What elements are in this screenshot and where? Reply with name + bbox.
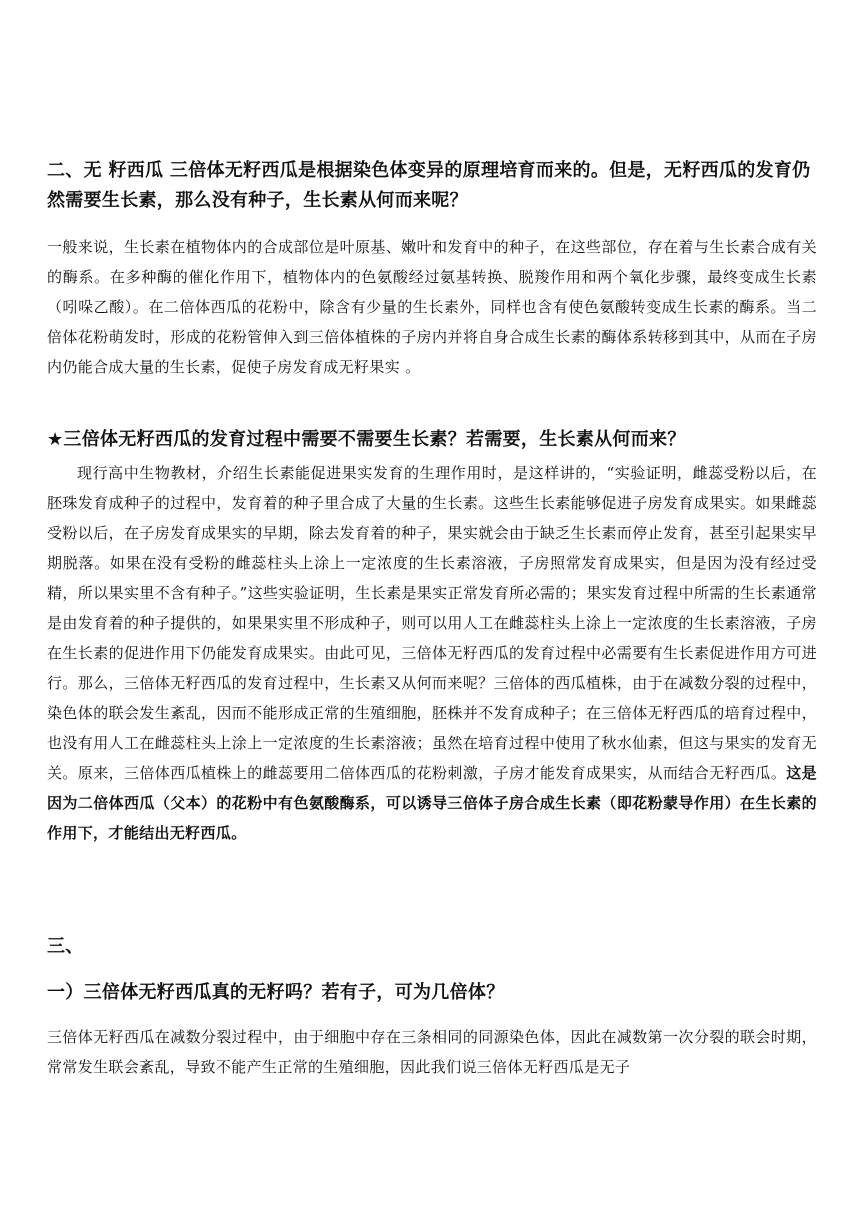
section-3-heading: 三、 (47, 936, 84, 957)
question-heading: ★三倍体无籽西瓜的发育过程中需要不需要生长素？若需要，生长素从何而来？ (47, 429, 686, 450)
paragraph-2-text: 现行高中生物教材，介绍生长素能促进果实发育的生理作用时，是这样讲的，“实验证明，雌蕊受粉以后，在胚珠发育成种子的过程中，发育着的种子里合成了大量的生长素。这些生长素能够促进子房发育成果实。如果雌蕊受粉以后，在子房发育成果实的早期，除去发育着的种子，果实就会由于缺乏生长素而停止发育，甚至引起果实早期脱落。如果在没有受粉的雌蕊柱头上涂上一定浓度的生长素溶液，子房照常发育成果实，但是因为没有经过受精，所以果实里不含有种子。”这些实验证明，生长素是果实正常发育所必需的；果实发育过程中所需的生长素通常是由发育着的种子提供的，如果果实里不形成种子，则可以用人工在雌蕊柱头上涂上一定浓度的生长素溶液，子房在生长素的促进作用下仍能发育成果实。由此可见，三倍体无籽西瓜的发育过程中必需要有生长素促进作用方可进行。那么，三倍体无籽西瓜的发育过程中，生长素又从何而来呢？三倍体的西瓜植株，由于在减数分裂的过程中，染色体的联会发生紊乱，因而不能形成正常的生殖细胞，胚株并不发育成种子；在三倍体无籽西瓜的培育过程中，也没有用人工在雌蕊柱头上涂上一定浓度的生长素溶液；虽然在培育过程中使用了秋水仙素，但这与果实的发育无关。原来，三倍体西瓜植株上的雌蕊要用二倍体西瓜的花粉刺激，子房才能发育成果实，从而结合无籽西瓜。 (47, 464, 817, 782)
section-2-paragraph-2 (47, 458, 817, 848)
section-3-paragraph: 三倍体无籽西瓜在减数分裂过程中，由于细胞中存在三条相同的同源染色体，因此在减数第一次分裂的联会时期，常常发生联会紊乱，导致不能产生正常的生殖细胞，因此我们说三倍体无籽西瓜是无子 (47, 1028, 817, 1076)
section-2-paragraph-1: 一般来说，生长素在植物体内的合成部位是叶原基、嫩叶和发育中的种子，在这些部位，存在着与生长素合成有关的酶系。在多种酶的催化作用下，植物体内的色氨酸经过氨基转换、脱羧作用和两个氧化步骤，最终变成生长素（吲哚乙酸）。在二倍体西瓜的花粉中，除含有少量的生长素外，同样也含有使色氨酸转变成生长素的酶系。当二倍体花粉萌发时，形成的花粉管伸入到三倍体植株的子房内并将自身合成生长素的酶体系转移到其中，从而在子房内仍能合成大量的生长素，促使子房发育成无籽果实 。 (47, 238, 817, 376)
section-2-heading: 二、无 籽西瓜 三倍体无籽西瓜是根据染色体变异的原理培育而来的。但是，无籽西瓜的发育仍然需要生长素，那么没有种子，生长素从何而来呢？ (47, 160, 811, 211)
section-3-subheading: 一）三倍体无籽西瓜真的无籽吗？若有子，可为几倍体？ (47, 982, 505, 1003)
paragraph-2-bold-conclusion: 这是因为二倍体西瓜（父本）的花粉中有色氨酸酶系，可以诱导三倍体子房合成生长素（即花粉蒙导作用）在生长素的作用下，才能结出无籽西瓜。 (47, 764, 818, 842)
